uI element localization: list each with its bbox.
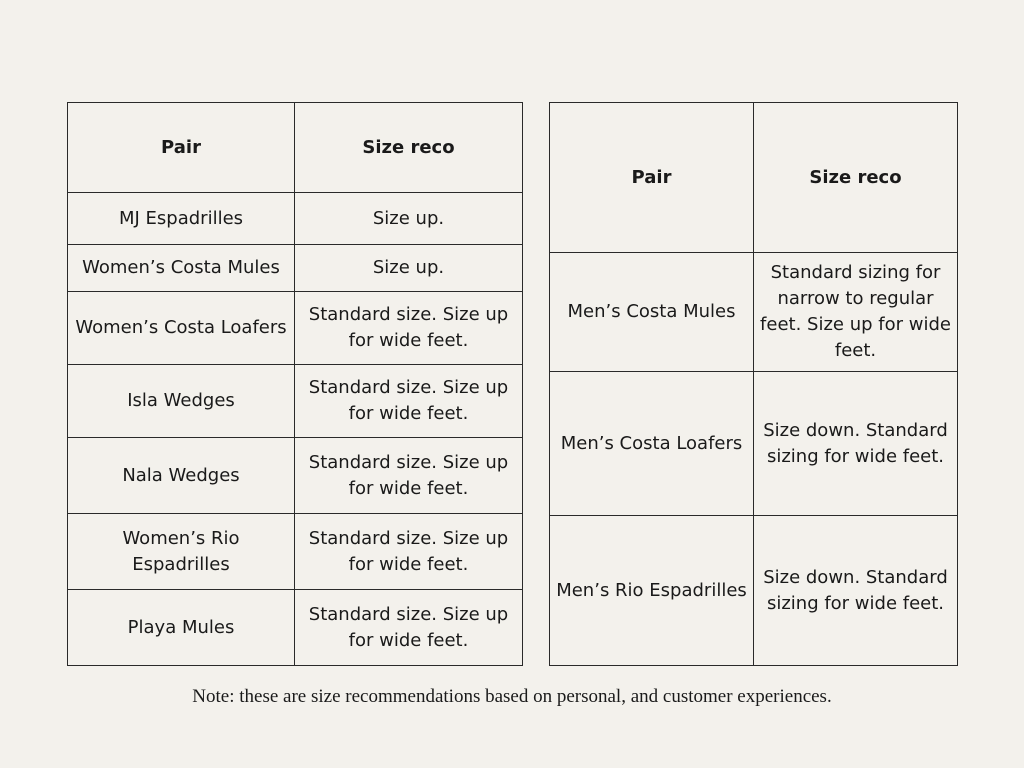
header-size-reco: Size reco: [754, 103, 958, 253]
table-header-row: [550, 103, 958, 253]
pair-cell: Men’s Costa Mules: [550, 253, 754, 372]
table-row: [68, 438, 523, 514]
size-reco-cell: Size up.: [295, 193, 523, 245]
pair-cell: MJ Espadrilles: [68, 193, 295, 245]
table-row: [550, 253, 958, 372]
header-pair: Pair: [550, 103, 754, 253]
table-header-row: [68, 103, 523, 193]
size-reco-cell: Size down. Standard sizing for wide feet.: [754, 516, 958, 666]
size-reco-cell: Standard sizing for narrow to regular feet. Size up for wide feet.: [754, 253, 958, 372]
size-reco-cell: Size up.: [295, 245, 523, 292]
table-row: [550, 516, 958, 666]
size-reco-cell: Standard size. Size up for wide feet.: [295, 292, 523, 365]
size-reco-cell: Standard size. Size up for wide feet.: [295, 365, 523, 438]
size-reco-cell: Size down. Standard sizing for wide feet.: [754, 372, 958, 516]
table-row: [550, 372, 958, 516]
header-size-reco: Size reco: [295, 103, 523, 193]
header-pair: Pair: [68, 103, 295, 193]
pair-cell: Playa Mules: [68, 590, 295, 666]
pair-cell: Women’s Rio Espadrilles: [68, 514, 295, 590]
footnote: Note: these are size recommendations based on personal, and customer experiences.: [192, 686, 832, 707]
pair-cell: Men’s Costa Loafers: [550, 372, 754, 516]
size-table-women: [67, 102, 523, 666]
table-row: [68, 193, 523, 245]
table-row: [68, 292, 523, 365]
size-reco-cell: Standard size. Size up for wide feet.: [295, 590, 523, 666]
pair-cell: Isla Wedges: [68, 365, 295, 438]
size-reco-cell: Standard size. Size up for wide feet.: [295, 514, 523, 590]
pair-cell: Men’s Rio Espadrilles: [550, 516, 754, 666]
table-row: [68, 245, 523, 292]
table-row: [68, 514, 523, 590]
size-table-men: [549, 102, 958, 666]
table-row: [68, 365, 523, 438]
table-row: [68, 590, 523, 666]
pair-cell: Nala Wedges: [68, 438, 295, 514]
size-reco-cell: Standard size. Size up for wide feet.: [295, 438, 523, 514]
pair-cell: Women’s Costa Loafers: [68, 292, 295, 365]
pair-cell: Women’s Costa Mules: [68, 245, 295, 292]
